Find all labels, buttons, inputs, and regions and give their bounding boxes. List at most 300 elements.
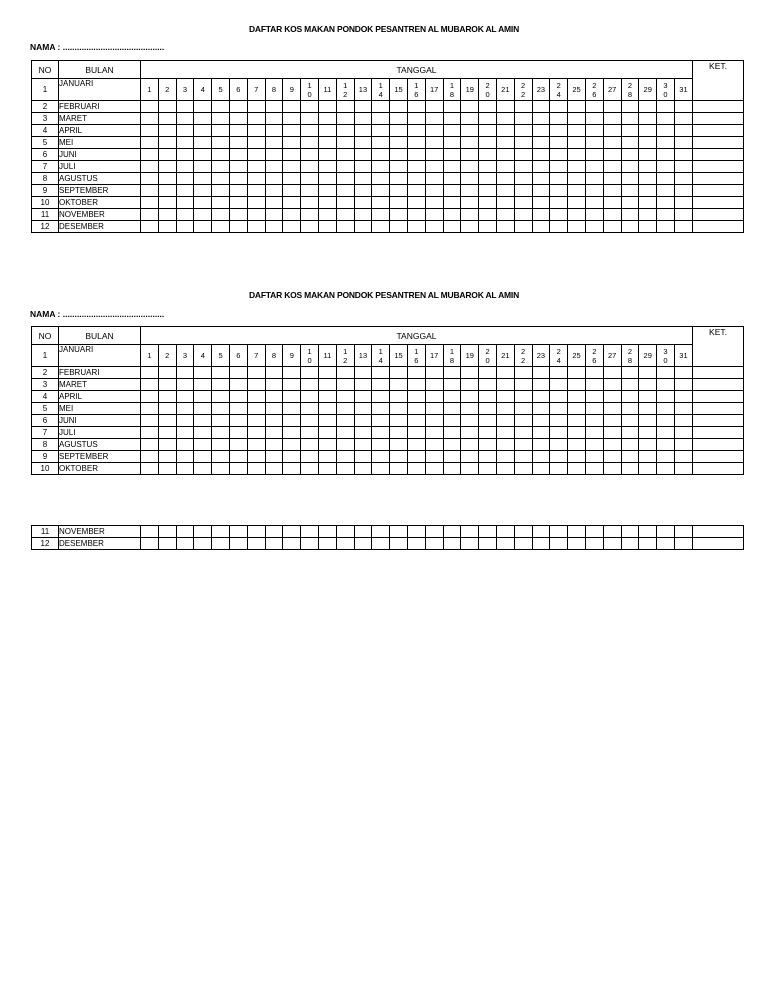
attendance-cell[interactable]: [194, 149, 212, 161]
attendance-cell[interactable]: [158, 367, 176, 379]
attendance-cell[interactable]: [283, 185, 301, 197]
attendance-cell[interactable]: [194, 538, 212, 550]
attendance-cell[interactable]: [585, 526, 603, 538]
attendance-cell[interactable]: [176, 197, 194, 209]
attendance-cell[interactable]: [141, 221, 159, 233]
attendance-cell[interactable]: [354, 161, 372, 173]
attendance-cell[interactable]: [247, 125, 265, 137]
attendance-cell[interactable]: [550, 185, 568, 197]
attendance-cell[interactable]: [212, 101, 230, 113]
attendance-cell[interactable]: [247, 113, 265, 125]
attendance-cell[interactable]: [585, 379, 603, 391]
attendance-cell[interactable]: [301, 185, 319, 197]
attendance-cell[interactable]: [674, 439, 692, 451]
attendance-cell[interactable]: [657, 391, 675, 403]
attendance-cell[interactable]: [657, 379, 675, 391]
attendance-cell[interactable]: [354, 463, 372, 475]
attendance-cell[interactable]: [354, 197, 372, 209]
attendance-cell[interactable]: [461, 451, 479, 463]
attendance-cell[interactable]: [443, 415, 461, 427]
attendance-cell[interactable]: [229, 161, 247, 173]
attendance-cell[interactable]: [585, 149, 603, 161]
ket-cell[interactable]: [693, 101, 744, 113]
ket-cell[interactable]: [693, 379, 744, 391]
attendance-cell[interactable]: [336, 415, 354, 427]
attendance-cell[interactable]: [301, 209, 319, 221]
attendance-cell[interactable]: [354, 185, 372, 197]
attendance-cell[interactable]: [568, 149, 586, 161]
attendance-cell[interactable]: [372, 439, 390, 451]
attendance-cell[interactable]: [194, 113, 212, 125]
attendance-cell[interactable]: [265, 526, 283, 538]
attendance-cell[interactable]: [603, 367, 621, 379]
attendance-cell[interactable]: [336, 113, 354, 125]
attendance-cell[interactable]: [390, 379, 408, 391]
attendance-cell[interactable]: [283, 101, 301, 113]
attendance-cell[interactable]: [301, 391, 319, 403]
attendance-cell[interactable]: [461, 427, 479, 439]
attendance-cell[interactable]: [407, 439, 425, 451]
attendance-cell[interactable]: [336, 101, 354, 113]
attendance-cell[interactable]: [318, 439, 336, 451]
attendance-cell[interactable]: [514, 113, 532, 125]
attendance-cell[interactable]: [336, 463, 354, 475]
attendance-cell[interactable]: [532, 451, 550, 463]
attendance-cell[interactable]: [141, 463, 159, 475]
attendance-cell[interactable]: [514, 439, 532, 451]
attendance-cell[interactable]: [301, 161, 319, 173]
attendance-cell[interactable]: [158, 451, 176, 463]
attendance-cell[interactable]: [141, 379, 159, 391]
attendance-cell[interactable]: [336, 526, 354, 538]
attendance-cell[interactable]: [550, 209, 568, 221]
attendance-cell[interactable]: [568, 125, 586, 137]
attendance-cell[interactable]: [229, 113, 247, 125]
attendance-cell[interactable]: [301, 463, 319, 475]
attendance-cell[interactable]: [657, 101, 675, 113]
attendance-cell[interactable]: [639, 125, 657, 137]
attendance-cell[interactable]: [318, 526, 336, 538]
attendance-cell[interactable]: [283, 173, 301, 185]
attendance-cell[interactable]: [461, 137, 479, 149]
attendance-cell[interactable]: [443, 197, 461, 209]
attendance-cell[interactable]: [212, 526, 230, 538]
attendance-cell[interactable]: [479, 161, 497, 173]
attendance-cell[interactable]: [674, 538, 692, 550]
attendance-cell[interactable]: [390, 427, 408, 439]
attendance-cell[interactable]: [176, 209, 194, 221]
attendance-cell[interactable]: [176, 125, 194, 137]
attendance-cell[interactable]: [532, 391, 550, 403]
attendance-cell[interactable]: [247, 379, 265, 391]
attendance-cell[interactable]: [461, 391, 479, 403]
attendance-cell[interactable]: [176, 137, 194, 149]
attendance-cell[interactable]: [354, 439, 372, 451]
attendance-cell[interactable]: [514, 391, 532, 403]
attendance-cell[interactable]: [318, 209, 336, 221]
attendance-cell[interactable]: [354, 538, 372, 550]
attendance-cell[interactable]: [479, 415, 497, 427]
attendance-cell[interactable]: [585, 439, 603, 451]
attendance-cell[interactable]: [283, 379, 301, 391]
attendance-cell[interactable]: [229, 101, 247, 113]
attendance-cell[interactable]: [532, 538, 550, 550]
attendance-cell[interactable]: [603, 427, 621, 439]
attendance-cell[interactable]: [372, 451, 390, 463]
attendance-cell[interactable]: [283, 463, 301, 475]
attendance-cell[interactable]: [443, 173, 461, 185]
attendance-cell[interactable]: [229, 149, 247, 161]
attendance-cell[interactable]: [265, 125, 283, 137]
attendance-cell[interactable]: [354, 403, 372, 415]
attendance-cell[interactable]: [425, 463, 443, 475]
attendance-cell[interactable]: [496, 209, 514, 221]
attendance-cell[interactable]: [479, 221, 497, 233]
attendance-cell[interactable]: [479, 526, 497, 538]
attendance-cell[interactable]: [158, 526, 176, 538]
attendance-cell[interactable]: [176, 161, 194, 173]
attendance-cell[interactable]: [247, 391, 265, 403]
attendance-cell[interactable]: [657, 209, 675, 221]
attendance-cell[interactable]: [568, 367, 586, 379]
ket-cell[interactable]: [693, 439, 744, 451]
attendance-cell[interactable]: [514, 125, 532, 137]
attendance-cell[interactable]: [372, 173, 390, 185]
attendance-cell[interactable]: [141, 197, 159, 209]
attendance-cell[interactable]: [496, 538, 514, 550]
attendance-cell[interactable]: [639, 161, 657, 173]
attendance-cell[interactable]: [318, 391, 336, 403]
attendance-cell[interactable]: [336, 391, 354, 403]
attendance-cell[interactable]: [141, 439, 159, 451]
attendance-cell[interactable]: [479, 137, 497, 149]
attendance-cell[interactable]: [301, 221, 319, 233]
attendance-cell[interactable]: [657, 403, 675, 415]
attendance-cell[interactable]: [479, 125, 497, 137]
attendance-cell[interactable]: [194, 439, 212, 451]
attendance-cell[interactable]: [283, 113, 301, 125]
attendance-cell[interactable]: [301, 197, 319, 209]
attendance-cell[interactable]: [514, 538, 532, 550]
attendance-cell[interactable]: [141, 403, 159, 415]
attendance-cell[interactable]: [496, 221, 514, 233]
attendance-cell[interactable]: [390, 209, 408, 221]
attendance-cell[interactable]: [407, 403, 425, 415]
attendance-cell[interactable]: [496, 185, 514, 197]
ket-cell[interactable]: [693, 137, 744, 149]
attendance-cell[interactable]: [283, 538, 301, 550]
attendance-cell[interactable]: [158, 415, 176, 427]
attendance-cell[interactable]: [212, 197, 230, 209]
attendance-cell[interactable]: [301, 149, 319, 161]
attendance-cell[interactable]: [603, 391, 621, 403]
attendance-cell[interactable]: [318, 149, 336, 161]
attendance-cell[interactable]: [301, 173, 319, 185]
attendance-cell[interactable]: [603, 451, 621, 463]
attendance-cell[interactable]: [318, 173, 336, 185]
attendance-cell[interactable]: [461, 439, 479, 451]
attendance-cell[interactable]: [194, 427, 212, 439]
attendance-cell[interactable]: [354, 137, 372, 149]
attendance-cell[interactable]: [639, 439, 657, 451]
attendance-cell[interactable]: [479, 439, 497, 451]
attendance-cell[interactable]: [479, 403, 497, 415]
attendance-cell[interactable]: [425, 538, 443, 550]
attendance-cell[interactable]: [176, 439, 194, 451]
attendance-cell[interactable]: [603, 185, 621, 197]
attendance-cell[interactable]: [194, 125, 212, 137]
attendance-cell[interactable]: [212, 391, 230, 403]
attendance-cell[interactable]: [532, 197, 550, 209]
attendance-cell[interactable]: [247, 197, 265, 209]
attendance-cell[interactable]: [372, 415, 390, 427]
attendance-cell[interactable]: [568, 526, 586, 538]
attendance-cell[interactable]: [390, 403, 408, 415]
attendance-cell[interactable]: [550, 197, 568, 209]
attendance-cell[interactable]: [425, 415, 443, 427]
attendance-cell[interactable]: [141, 185, 159, 197]
attendance-cell[interactable]: [301, 403, 319, 415]
attendance-cell[interactable]: [532, 149, 550, 161]
attendance-cell[interactable]: [372, 149, 390, 161]
attendance-cell[interactable]: [265, 137, 283, 149]
attendance-cell[interactable]: [443, 149, 461, 161]
ket-cell[interactable]: [692, 526, 743, 538]
attendance-cell[interactable]: [461, 149, 479, 161]
attendance-cell[interactable]: [568, 391, 586, 403]
attendance-cell[interactable]: [657, 185, 675, 197]
attendance-cell[interactable]: [568, 161, 586, 173]
attendance-cell[interactable]: [514, 185, 532, 197]
attendance-cell[interactable]: [425, 113, 443, 125]
attendance-cell[interactable]: [407, 113, 425, 125]
attendance-cell[interactable]: [568, 209, 586, 221]
attendance-cell[interactable]: [247, 209, 265, 221]
attendance-cell[interactable]: [283, 137, 301, 149]
attendance-cell[interactable]: [336, 125, 354, 137]
attendance-cell[interactable]: [585, 185, 603, 197]
attendance-cell[interactable]: [674, 125, 692, 137]
attendance-cell[interactable]: [247, 185, 265, 197]
attendance-cell[interactable]: [141, 538, 159, 550]
attendance-cell[interactable]: [194, 403, 212, 415]
attendance-cell[interactable]: [514, 427, 532, 439]
attendance-cell[interactable]: [621, 113, 639, 125]
attendance-cell[interactable]: [141, 209, 159, 221]
attendance-cell[interactable]: [603, 379, 621, 391]
attendance-cell[interactable]: [336, 161, 354, 173]
attendance-cell[interactable]: [532, 439, 550, 451]
attendance-cell[interactable]: [532, 463, 550, 475]
attendance-cell[interactable]: [550, 415, 568, 427]
attendance-cell[interactable]: [265, 221, 283, 233]
attendance-cell[interactable]: [657, 538, 675, 550]
attendance-cell[interactable]: [532, 101, 550, 113]
attendance-cell[interactable]: [318, 221, 336, 233]
attendance-cell[interactable]: [158, 439, 176, 451]
attendance-cell[interactable]: [247, 463, 265, 475]
attendance-cell[interactable]: [407, 197, 425, 209]
attendance-cell[interactable]: [674, 379, 692, 391]
attendance-cell[interactable]: [568, 538, 586, 550]
attendance-cell[interactable]: [603, 463, 621, 475]
attendance-cell[interactable]: [621, 173, 639, 185]
attendance-cell[interactable]: [229, 209, 247, 221]
attendance-cell[interactable]: [229, 415, 247, 427]
attendance-cell[interactable]: [283, 161, 301, 173]
attendance-cell[interactable]: [372, 161, 390, 173]
ket-cell[interactable]: [693, 221, 744, 233]
attendance-cell[interactable]: [496, 173, 514, 185]
attendance-cell[interactable]: [229, 463, 247, 475]
attendance-cell[interactable]: [425, 439, 443, 451]
ket-cell[interactable]: [693, 173, 744, 185]
attendance-cell[interactable]: [283, 197, 301, 209]
attendance-cell[interactable]: [336, 439, 354, 451]
attendance-cell[interactable]: [603, 197, 621, 209]
attendance-cell[interactable]: [568, 113, 586, 125]
attendance-cell[interactable]: [568, 197, 586, 209]
attendance-cell[interactable]: [461, 367, 479, 379]
attendance-cell[interactable]: [639, 427, 657, 439]
attendance-cell[interactable]: [301, 439, 319, 451]
attendance-cell[interactable]: [603, 221, 621, 233]
attendance-cell[interactable]: [496, 367, 514, 379]
attendance-cell[interactable]: [657, 367, 675, 379]
attendance-cell[interactable]: [141, 173, 159, 185]
attendance-cell[interactable]: [425, 526, 443, 538]
attendance-cell[interactable]: [443, 185, 461, 197]
attendance-cell[interactable]: [514, 101, 532, 113]
attendance-cell[interactable]: [479, 463, 497, 475]
attendance-cell[interactable]: [194, 415, 212, 427]
attendance-cell[interactable]: [265, 391, 283, 403]
attendance-cell[interactable]: [372, 197, 390, 209]
attendance-cell[interactable]: [336, 221, 354, 233]
attendance-cell[interactable]: [532, 221, 550, 233]
attendance-cell[interactable]: [568, 451, 586, 463]
attendance-cell[interactable]: [639, 149, 657, 161]
attendance-cell[interactable]: [550, 101, 568, 113]
attendance-cell[interactable]: [657, 149, 675, 161]
attendance-cell[interactable]: [639, 415, 657, 427]
attendance-cell[interactable]: [550, 463, 568, 475]
attendance-cell[interactable]: [141, 125, 159, 137]
attendance-cell[interactable]: [372, 221, 390, 233]
attendance-cell[interactable]: [194, 526, 212, 538]
attendance-cell[interactable]: [621, 125, 639, 137]
ket-cell[interactable]: [693, 125, 744, 137]
attendance-cell[interactable]: [407, 161, 425, 173]
attendance-cell[interactable]: [550, 113, 568, 125]
attendance-cell[interactable]: [443, 161, 461, 173]
attendance-cell[interactable]: [141, 113, 159, 125]
attendance-cell[interactable]: [158, 427, 176, 439]
attendance-cell[interactable]: [318, 379, 336, 391]
attendance-cell[interactable]: [301, 113, 319, 125]
attendance-cell[interactable]: [212, 439, 230, 451]
attendance-cell[interactable]: [532, 367, 550, 379]
attendance-cell[interactable]: [247, 149, 265, 161]
attendance-cell[interactable]: [674, 391, 692, 403]
attendance-cell[interactable]: [372, 101, 390, 113]
attendance-cell[interactable]: [336, 538, 354, 550]
attendance-cell[interactable]: [301, 451, 319, 463]
attendance-cell[interactable]: [318, 125, 336, 137]
attendance-cell[interactable]: [212, 125, 230, 137]
attendance-cell[interactable]: [550, 173, 568, 185]
attendance-cell[interactable]: [390, 197, 408, 209]
attendance-cell[interactable]: [141, 101, 159, 113]
attendance-cell[interactable]: [496, 451, 514, 463]
attendance-cell[interactable]: [318, 463, 336, 475]
attendance-cell[interactable]: [194, 367, 212, 379]
attendance-cell[interactable]: [283, 439, 301, 451]
attendance-cell[interactable]: [176, 367, 194, 379]
attendance-cell[interactable]: [639, 137, 657, 149]
attendance-cell[interactable]: [639, 538, 657, 550]
attendance-cell[interactable]: [212, 137, 230, 149]
attendance-cell[interactable]: [265, 403, 283, 415]
attendance-cell[interactable]: [514, 209, 532, 221]
attendance-cell[interactable]: [461, 221, 479, 233]
attendance-cell[interactable]: [372, 185, 390, 197]
attendance-cell[interactable]: [194, 173, 212, 185]
attendance-cell[interactable]: [372, 209, 390, 221]
attendance-cell[interactable]: [194, 391, 212, 403]
attendance-cell[interactable]: [336, 209, 354, 221]
attendance-cell[interactable]: [301, 101, 319, 113]
attendance-cell[interactable]: [247, 403, 265, 415]
attendance-cell[interactable]: [318, 113, 336, 125]
attendance-cell[interactable]: [479, 538, 497, 550]
attendance-cell[interactable]: [212, 379, 230, 391]
attendance-cell[interactable]: [532, 427, 550, 439]
attendance-cell[interactable]: [212, 185, 230, 197]
attendance-cell[interactable]: [621, 415, 639, 427]
attendance-cell[interactable]: [407, 526, 425, 538]
attendance-cell[interactable]: [657, 137, 675, 149]
attendance-cell[interactable]: [407, 391, 425, 403]
ket-cell[interactable]: [693, 367, 744, 379]
attendance-cell[interactable]: [496, 113, 514, 125]
attendance-cell[interactable]: [158, 161, 176, 173]
attendance-cell[interactable]: [212, 403, 230, 415]
attendance-cell[interactable]: [158, 379, 176, 391]
attendance-cell[interactable]: [585, 209, 603, 221]
attendance-cell[interactable]: [550, 403, 568, 415]
attendance-cell[interactable]: [407, 367, 425, 379]
attendance-cell[interactable]: [603, 137, 621, 149]
attendance-cell[interactable]: [336, 403, 354, 415]
attendance-cell[interactable]: [407, 427, 425, 439]
attendance-cell[interactable]: [585, 113, 603, 125]
attendance-cell[interactable]: [247, 221, 265, 233]
attendance-cell[interactable]: [514, 403, 532, 415]
attendance-cell[interactable]: [443, 379, 461, 391]
attendance-cell[interactable]: [301, 538, 319, 550]
attendance-cell[interactable]: [461, 403, 479, 415]
attendance-cell[interactable]: [674, 221, 692, 233]
attendance-cell[interactable]: [354, 149, 372, 161]
attendance-cell[interactable]: [674, 113, 692, 125]
attendance-cell[interactable]: [176, 451, 194, 463]
attendance-cell[interactable]: [372, 538, 390, 550]
attendance-cell[interactable]: [550, 538, 568, 550]
attendance-cell[interactable]: [247, 137, 265, 149]
attendance-cell[interactable]: [229, 439, 247, 451]
attendance-cell[interactable]: [674, 403, 692, 415]
